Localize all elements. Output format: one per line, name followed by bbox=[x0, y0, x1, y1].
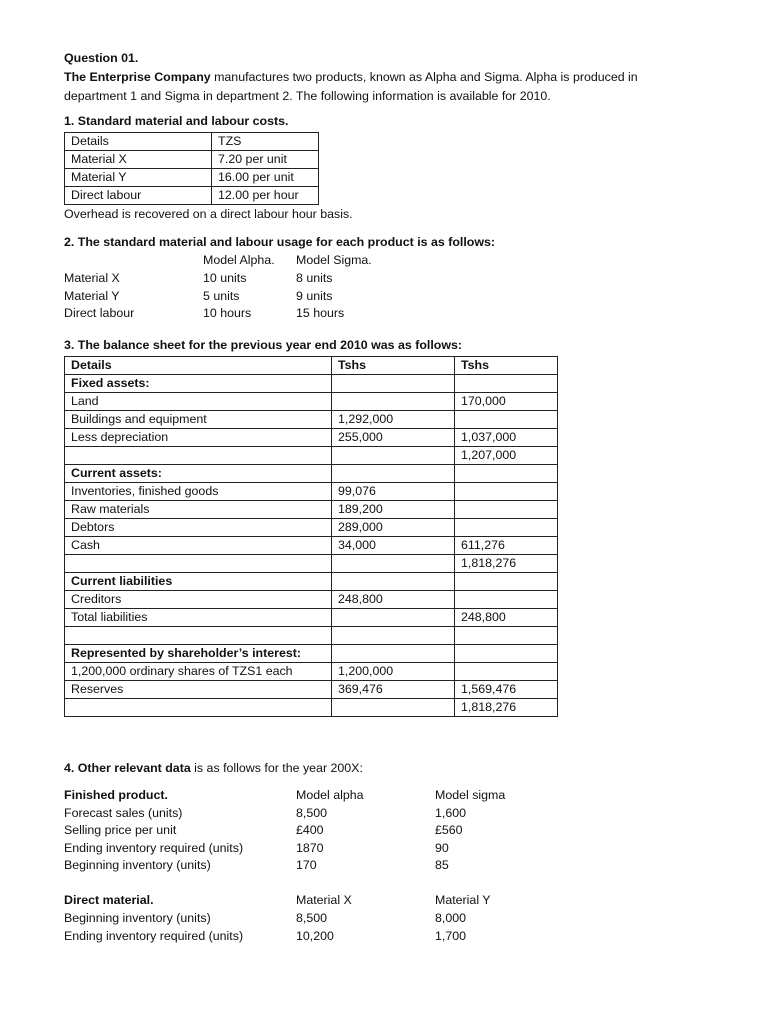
cost-value-cell: TZS bbox=[212, 133, 319, 151]
standard-costs-row bbox=[65, 187, 319, 205]
direct-material-title: Direct material. bbox=[64, 893, 154, 907]
balance-detail-cell: Buildings and equipment bbox=[65, 411, 332, 429]
balance-sheet-row bbox=[65, 573, 558, 591]
balance-detail-cell: Inventories, finished goods bbox=[65, 483, 332, 501]
finished-alpha-value: 170 bbox=[296, 858, 317, 872]
balance-total-cell: 1,818,276 bbox=[455, 699, 558, 717]
balance-total-cell: 1,569,476 bbox=[455, 681, 558, 699]
cost-detail-cell: Direct labour bbox=[65, 187, 212, 205]
balance-detail-cell: Less depreciation bbox=[65, 429, 332, 447]
standard-costs-row bbox=[65, 151, 319, 169]
finished-product-title: Finished product. bbox=[64, 788, 168, 802]
balance-tshs-cell bbox=[332, 465, 455, 483]
material-label: Beginning inventory (units) bbox=[64, 910, 211, 925]
intro-paragraph bbox=[64, 68, 704, 106]
balance-sheet-row bbox=[65, 609, 558, 627]
usage-sigma-value: 9 units bbox=[296, 288, 333, 303]
balance-detail-cell: Current liabilities bbox=[65, 573, 332, 591]
usage-label: Material Y bbox=[64, 288, 120, 303]
cost-detail-cell: Details bbox=[65, 133, 212, 151]
balance-sheet-row bbox=[65, 447, 558, 465]
section3-heading: 3. The balance sheet for the previous year end 2010 was as follows: bbox=[64, 338, 463, 352]
finished-alpha-value: £400 bbox=[296, 823, 324, 837]
balance-sheet-row bbox=[65, 681, 558, 699]
balance-tshs-cell bbox=[332, 555, 455, 573]
balance-tshs-cell bbox=[332, 699, 455, 717]
balance-detail-cell: Creditors bbox=[65, 591, 332, 609]
balance-total-cell bbox=[455, 519, 558, 537]
balance-tshs-cell: 1,292,000 bbox=[332, 411, 455, 429]
usage-alpha-value: 10 units bbox=[203, 271, 247, 285]
balance-sheet-row bbox=[65, 699, 558, 717]
finished-sigma-value: 1,600 bbox=[435, 805, 467, 820]
balance-detail-cell bbox=[65, 447, 332, 465]
balance-tshs-cell bbox=[332, 609, 455, 627]
balance-sheet-row bbox=[65, 429, 558, 447]
balance-sheet-row bbox=[65, 375, 558, 393]
balance-tshs-cell bbox=[332, 393, 455, 411]
balance-tshs-cell: 289,000 bbox=[332, 519, 455, 537]
balance-tshs-cell: 369,476 bbox=[332, 681, 455, 699]
cost-value-cell: 7.20 per unit bbox=[212, 151, 319, 169]
balance-total-cell bbox=[455, 663, 558, 681]
balance-detail-cell bbox=[65, 627, 332, 645]
balance-sheet-row bbox=[65, 645, 558, 663]
balance-sheet-row bbox=[65, 555, 558, 573]
balance-total-cell bbox=[455, 591, 558, 609]
balance-detail-cell: Current assets: bbox=[65, 465, 332, 483]
section4-heading bbox=[64, 761, 363, 775]
balance-sheet-row bbox=[65, 465, 558, 483]
balance-detail-cell bbox=[65, 555, 332, 573]
balance-detail-cell: Represented by shareholder’s interest: bbox=[65, 645, 332, 663]
balance-tshs-cell: 255,000 bbox=[332, 429, 455, 447]
company-name: The Enterprise Company bbox=[64, 70, 211, 84]
cost-detail-cell: Material Y bbox=[65, 169, 212, 187]
balance-sheet-row bbox=[65, 483, 558, 501]
cost-value-cell: 16.00 per unit bbox=[212, 169, 319, 187]
balance-sheet-table bbox=[64, 356, 558, 717]
balance-tshs-cell: Tshs bbox=[332, 357, 455, 375]
direct-material-grid bbox=[64, 893, 584, 953]
material-label: Ending inventory required (units) bbox=[64, 928, 244, 943]
standard-costs-table bbox=[64, 132, 319, 205]
finished-label: Selling price per unit bbox=[64, 823, 177, 837]
balance-sheet-row bbox=[65, 591, 558, 609]
finished-label: Beginning inventory (units) bbox=[64, 858, 211, 872]
balance-sheet-row bbox=[65, 537, 558, 555]
balance-detail-cell: Debtors bbox=[65, 519, 332, 537]
cost-value-cell: 12.00 per hour bbox=[212, 187, 319, 205]
balance-sheet-row bbox=[65, 411, 558, 429]
usage-label: Direct labour bbox=[64, 306, 135, 320]
balance-total-cell: 1,207,000 bbox=[455, 447, 558, 465]
balance-tshs-cell: 189,200 bbox=[332, 501, 455, 519]
overhead-note: Overhead is recovered on a direct labour hour basis. bbox=[64, 207, 353, 221]
balance-sheet-row bbox=[65, 627, 558, 645]
balance-detail-cell: Total liabilities bbox=[65, 609, 332, 627]
balance-total-cell bbox=[455, 501, 558, 519]
balance-sheet-row bbox=[65, 663, 558, 681]
usage-col-sigma: Model Sigma. bbox=[296, 253, 372, 267]
balance-sheet-row bbox=[65, 357, 558, 375]
balance-total-cell: 248,800 bbox=[455, 609, 558, 627]
balance-tshs-cell bbox=[332, 627, 455, 645]
section4-heading-bold: 4. Other relevant data bbox=[64, 761, 191, 775]
finished-sigma-value: 90 bbox=[435, 840, 449, 855]
section1-heading: 1. Standard material and labour costs. bbox=[64, 114, 289, 128]
balance-detail-cell: Land bbox=[65, 393, 332, 411]
finished-product-grid bbox=[64, 788, 584, 878]
balance-total-cell bbox=[455, 375, 558, 393]
material-x-value: 10,200 bbox=[296, 928, 334, 943]
finished-label: Forecast sales (units) bbox=[64, 805, 183, 820]
usage-sigma-value: 15 hours bbox=[296, 306, 345, 320]
finished-alpha-value: 8,500 bbox=[296, 805, 328, 820]
finished-label: Ending inventory required (units) bbox=[64, 840, 244, 855]
balance-sheet-row bbox=[65, 393, 558, 411]
balance-total-cell bbox=[455, 573, 558, 591]
balance-total-cell bbox=[455, 627, 558, 645]
balance-sheet-row bbox=[65, 519, 558, 537]
balance-detail-cell: Fixed assets: bbox=[65, 375, 332, 393]
finished-col-alpha: Model alpha bbox=[296, 788, 364, 802]
balance-tshs-cell: 248,800 bbox=[332, 591, 455, 609]
balance-total-cell bbox=[455, 645, 558, 663]
balance-tshs-cell bbox=[332, 447, 455, 465]
balance-total-cell: 1,818,276 bbox=[455, 555, 558, 573]
balance-total-cell: 1,037,000 bbox=[455, 429, 558, 447]
balance-tshs-cell bbox=[332, 645, 455, 663]
material-x-value: 8,500 bbox=[296, 910, 328, 925]
material-col-y: Material Y bbox=[435, 893, 491, 907]
material-y-value: 8,000 bbox=[435, 910, 467, 925]
usage-alpha-value: 5 units bbox=[203, 288, 240, 303]
balance-tshs-cell bbox=[332, 375, 455, 393]
material-y-value: 1,700 bbox=[435, 928, 467, 943]
usage-label: Material X bbox=[64, 271, 120, 285]
balance-tshs-cell: 1,200,000 bbox=[332, 663, 455, 681]
balance-detail-cell: Cash bbox=[65, 537, 332, 555]
intro-text-1: manufactures two products, known as Alpha and Sigma. Alpha is produced in bbox=[210, 70, 638, 84]
cost-detail-cell: Material X bbox=[65, 151, 212, 169]
usage-alpha-value: 10 hours bbox=[203, 306, 252, 320]
balance-total-cell bbox=[455, 483, 558, 501]
balance-sheet-row bbox=[65, 501, 558, 519]
balance-tshs-cell: 99,076 bbox=[332, 483, 455, 501]
intro-text-2: department 1 and Sigma in department 2. The following information is available for 2010. bbox=[64, 89, 551, 103]
question-title: Question 01. bbox=[64, 51, 139, 65]
finished-sigma-value: 85 bbox=[435, 858, 449, 872]
finished-sigma-value: £560 bbox=[435, 823, 463, 837]
balance-total-cell: 170,000 bbox=[455, 393, 558, 411]
usage-grid bbox=[64, 253, 464, 323]
standard-costs-row bbox=[65, 169, 319, 187]
material-col-x: Material X bbox=[296, 893, 352, 907]
balance-total-cell bbox=[455, 465, 558, 483]
balance-total-cell: 611,276 bbox=[455, 537, 558, 555]
balance-tshs-cell: 34,000 bbox=[332, 537, 455, 555]
balance-detail-cell: 1,200,000 ordinary shares of TZS1 each bbox=[65, 663, 332, 681]
balance-detail-cell: Reserves bbox=[65, 681, 332, 699]
usage-col-alpha: Model Alpha. bbox=[203, 253, 275, 267]
standard-costs-row bbox=[65, 133, 319, 151]
finished-col-sigma: Model sigma bbox=[435, 788, 506, 802]
section4-heading-rest: is as follows for the year 200X: bbox=[190, 761, 363, 775]
usage-sigma-value: 8 units bbox=[296, 271, 333, 285]
finished-alpha-value: 1870 bbox=[296, 840, 324, 855]
balance-total-cell: Tshs bbox=[455, 357, 558, 375]
balance-detail-cell: Details bbox=[65, 357, 332, 375]
balance-tshs-cell bbox=[332, 573, 455, 591]
balance-total-cell bbox=[455, 411, 558, 429]
balance-detail-cell: Raw materials bbox=[65, 501, 332, 519]
section2-heading: 2. The standard material and labour usage for each product is as follows: bbox=[64, 235, 496, 249]
balance-detail-cell bbox=[65, 699, 332, 717]
